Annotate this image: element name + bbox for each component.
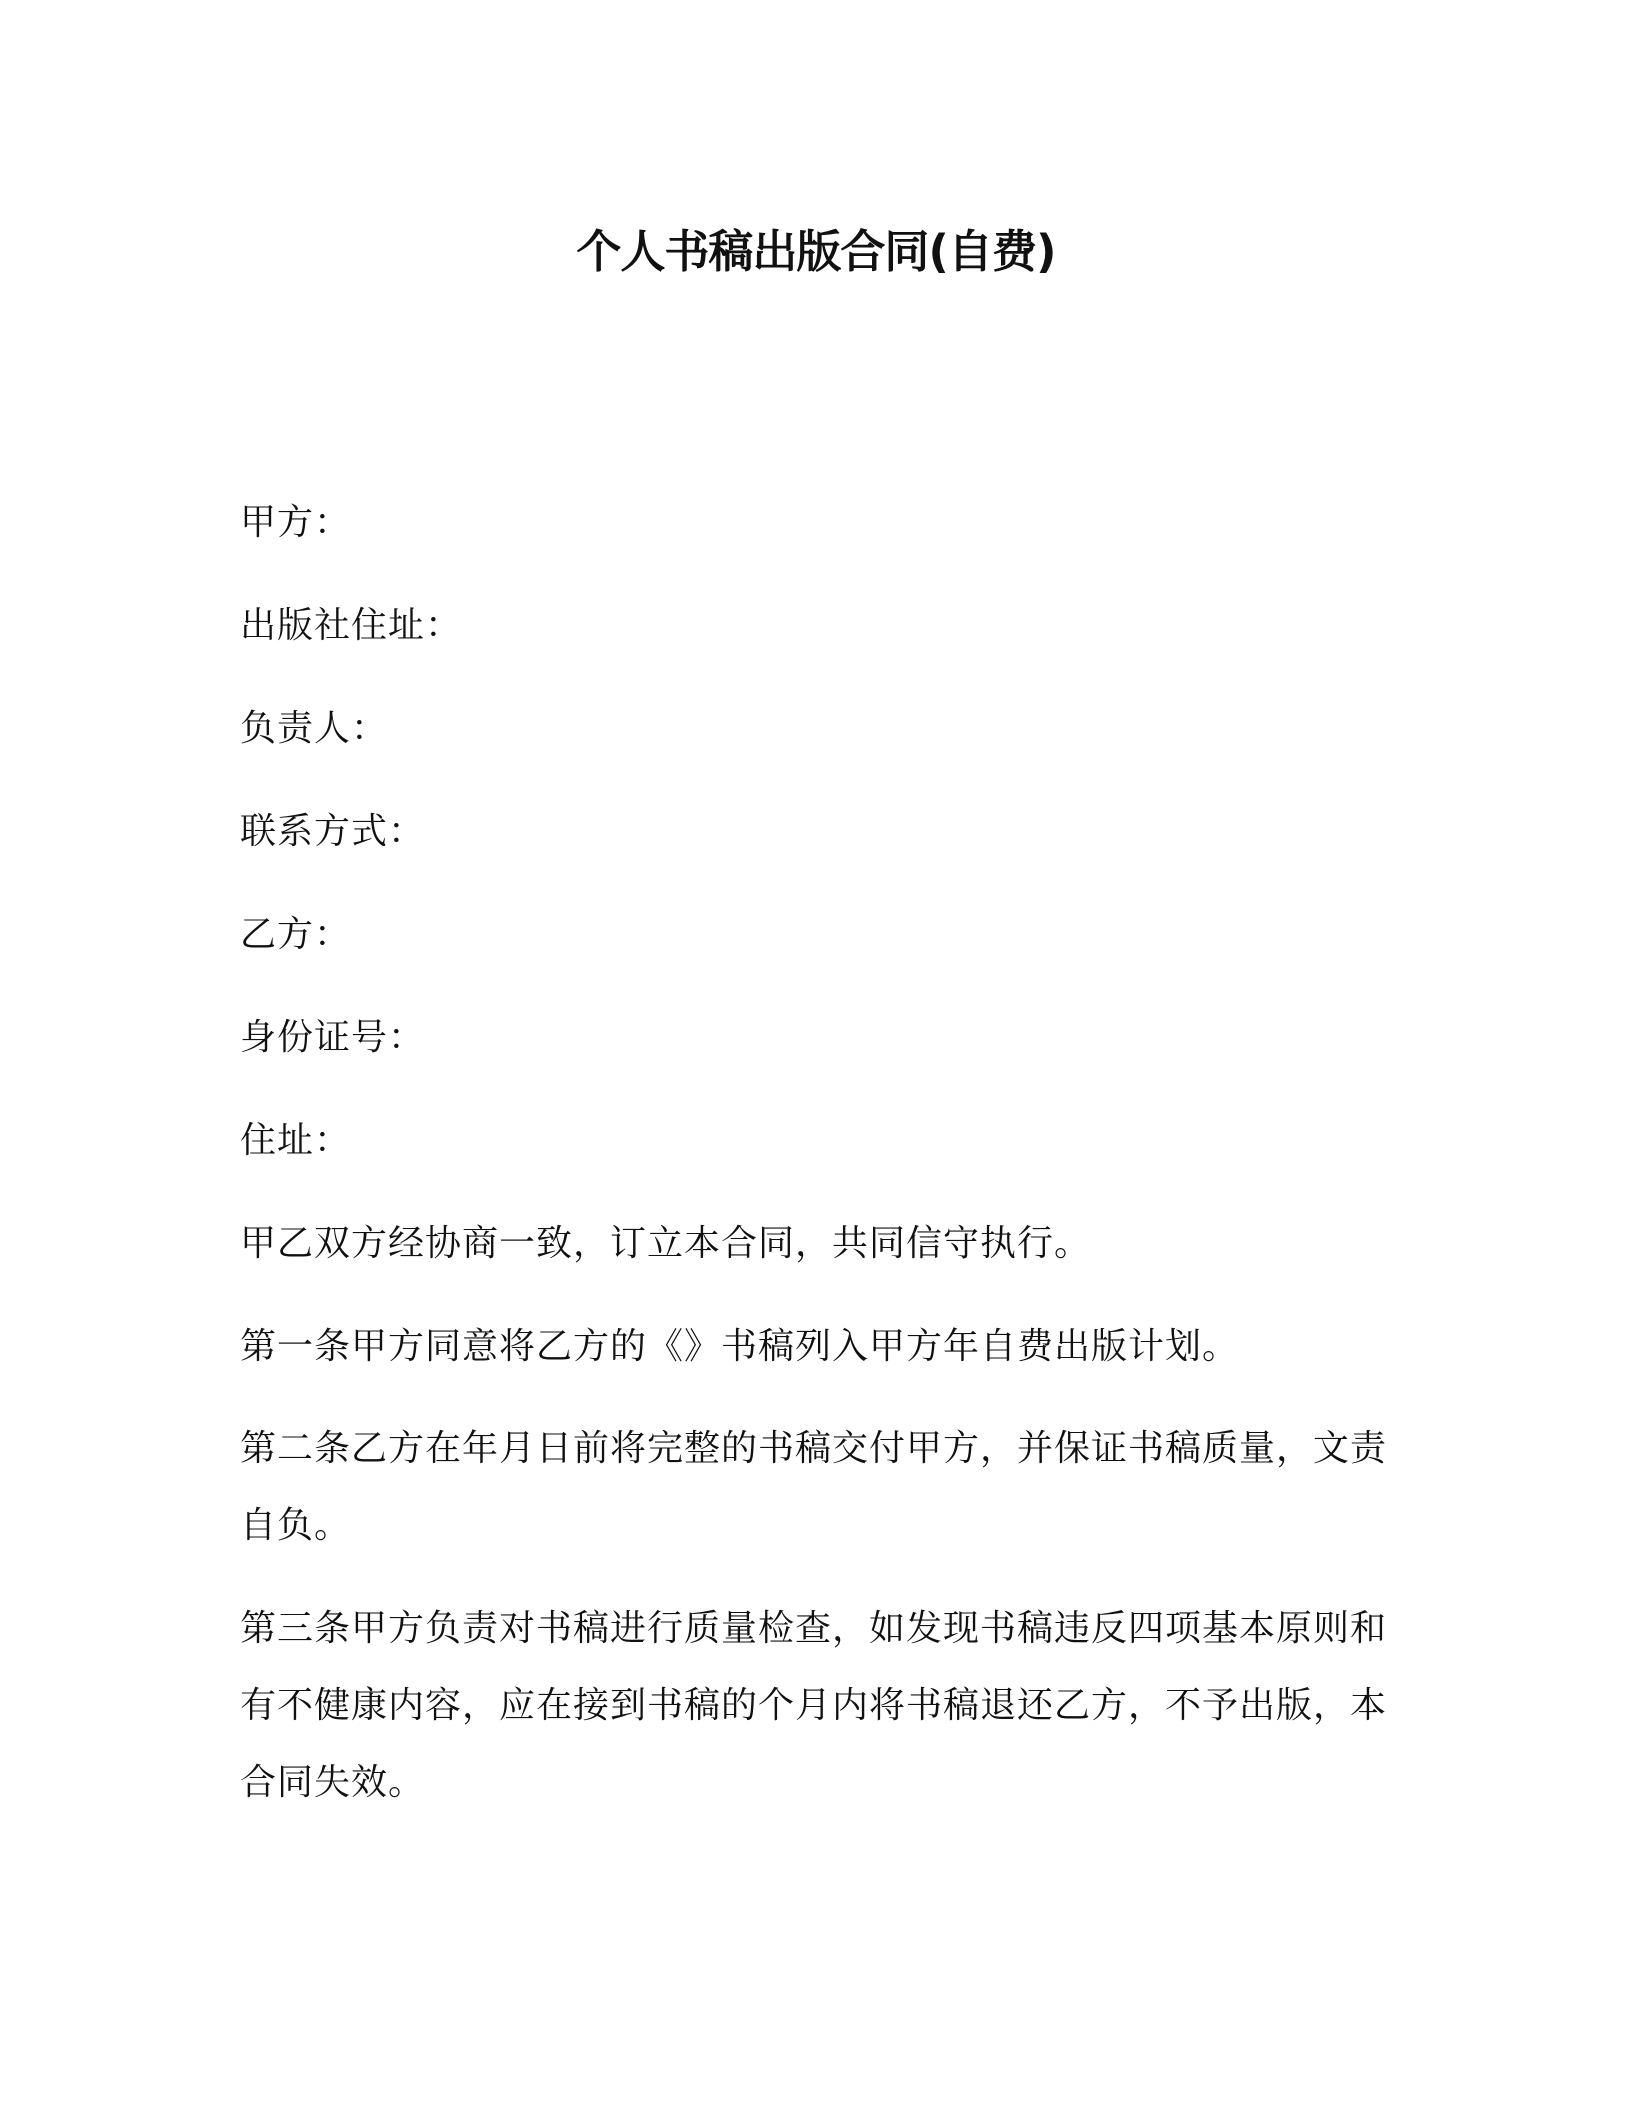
field-id-number: 身份证号：	[240, 1017, 426, 1058]
field-person-in-charge: 负责人：	[240, 708, 389, 749]
document-title: 个人书稿出版合同(自费)	[576, 225, 1056, 278]
field-contact: 联系方式：	[240, 811, 426, 852]
field-party-a: 甲方：	[240, 502, 352, 543]
article-3: 第三条甲方负责对书稿进行质量检查，如发现书稿违反四项基本原则和有不健康内容，应在接到书稿的个月内将书稿退还乙方，不予出版，本合同失效。	[240, 1608, 1388, 1803]
field-party-b: 乙方：	[240, 914, 352, 955]
article-2: 第二条乙方在年月日前将完整的书稿交付甲方，并保证书稿质量，文责自负。	[240, 1428, 1388, 1546]
field-publisher-address: 出版社住址：	[240, 605, 463, 646]
field-address: 住址：	[240, 1120, 352, 1161]
article-1: 第一条甲方同意将乙方的《》书稿列入甲方年自费出版计划。	[240, 1326, 1240, 1367]
intro-paragraph: 甲乙双方经协商一致，订立本合同，共同信守执行。	[240, 1223, 1092, 1264]
